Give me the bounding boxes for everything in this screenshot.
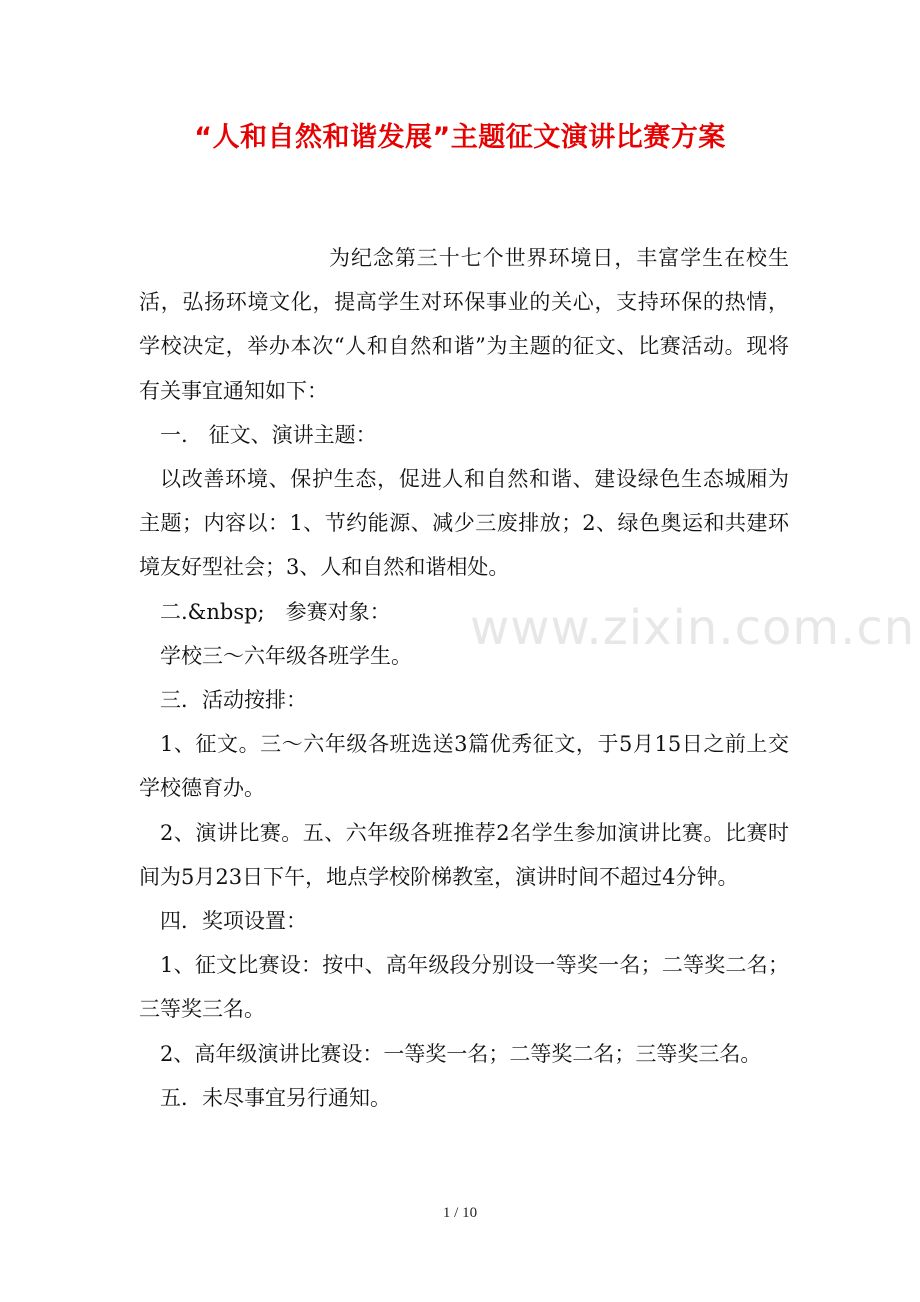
document-body <box>139 236 789 1120</box>
section-heading-theme: 一. 征文、演讲主题： <box>160 422 377 447</box>
theme-paragraph: 以改善环境、保护生态，促进人和自然和谐、建设绿色生态城厢为主题；内容以：1、节约能源、减少三废排放；2、绿色奥运和共建环境友好型社会；3、人和自然和谐相处。 <box>139 467 789 580</box>
section-heading-awards: 四．奖项设置： <box>160 909 307 934</box>
watermark: www.zixin.com.cn <box>470 600 916 656</box>
essay-awards-paragraph: 1、征文比赛设：按中、高年级段分别设一等奖一名；二等奖二名；三等奖三名。 <box>139 953 789 1022</box>
page-indicator: 1 / 10 <box>442 1205 478 1221</box>
section-heading-arrangement: 三．活动按排： <box>160 688 307 713</box>
essay-paragraph: 1、征文。三～六年级各班选送3篇优秀征文，于5月15日之前上交学校德育办。 <box>139 732 789 801</box>
speech-paragraph: 2、演讲比赛。五、六年级各班推荐2名学生参加演讲比赛。比赛时间为5月23日下午，地点学校阶梯教室，演讲时间不超过4分钟。 <box>139 820 789 889</box>
speech-awards-paragraph: 2、高年级演讲比赛设：一等奖一名；二等奖二名；三等奖三名。 <box>160 1041 762 1066</box>
document-title: “人和自然和谐发展”主题征文演讲比赛方案 <box>194 122 726 153</box>
closing-paragraph: 五．未尽事宜另行通知。 <box>160 1085 391 1110</box>
participants-paragraph: 学校三～六年级各班学生。 <box>160 643 412 668</box>
section-heading-participants: 二.&nbsp; 参赛对象： <box>160 599 391 624</box>
intro-paragraph: 为纪念第三十七个世界环境日，丰富学生在校生活，弘扬环境文化，提高学生对环保事业的关心，支持环保的热情，学校决定，举办本次“人和自然和谐”为主题的征文、比赛活动。现将有关事宜通知如下： <box>139 246 789 403</box>
